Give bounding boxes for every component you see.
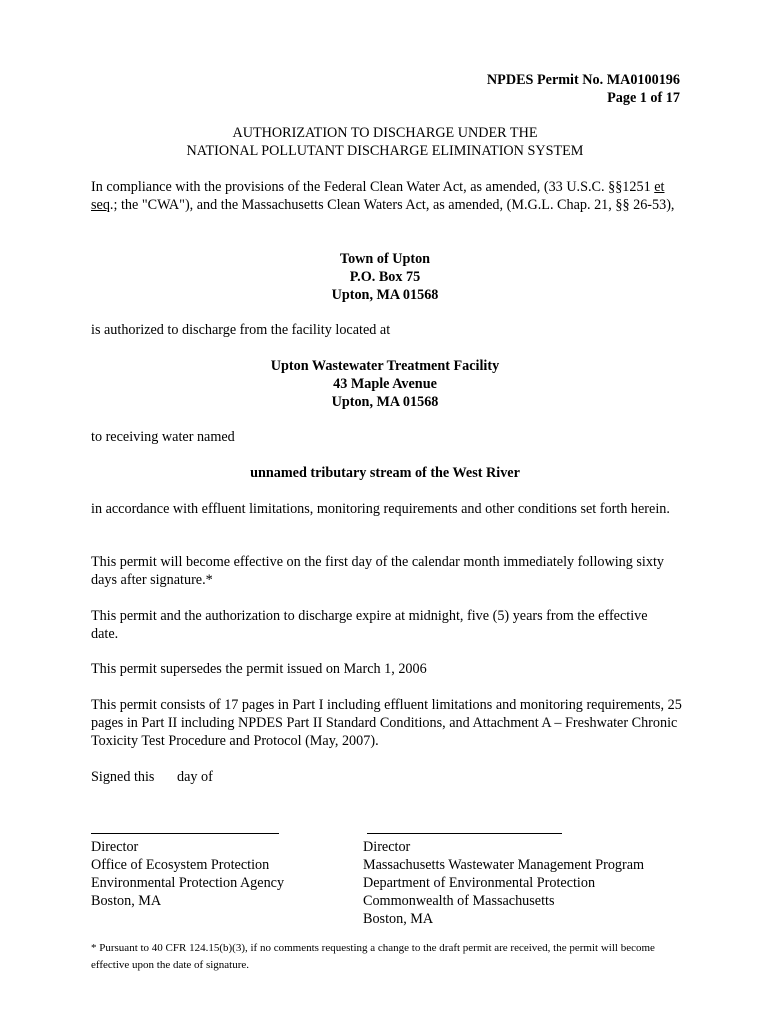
permittee-city: Upton, MA 01568 (331, 287, 439, 303)
facility-street: 43 Maple Avenue (333, 376, 437, 392)
signed-this-label: Signed this (91, 769, 155, 785)
right-signatory-title: Director (363, 839, 411, 855)
signatory-block-right (363, 838, 693, 928)
signature-line-left (91, 833, 279, 834)
et-term: et (654, 179, 665, 195)
receiving-water: unnamed tributary stream of the West River (250, 465, 520, 481)
right-signatory-department: Department of Environmental Protection (363, 875, 596, 891)
expiration-paragraph: This permit and the authorization to discharge expire at midnight, five (5) years from the effective date. (91, 608, 648, 642)
right-signatory-city: Boston, MA (363, 911, 434, 927)
left-signatory-city: Boston, MA (91, 893, 162, 909)
right-signatory-program: Massachusetts Wastewater Management Program (363, 857, 645, 873)
footnote: * Pursuant to 40 CFR 124.15(b)(3), if no comments requesting a change to the draft permit are received, the permit will become effective upon the date of signature. (91, 942, 655, 971)
facility-city: Upton, MA 01568 (331, 394, 439, 410)
page-number: Page 1 of 17 (607, 90, 680, 106)
permit-number: NPDES Permit No. MA0100196 (486, 72, 680, 88)
document-title-line-1: AUTHORIZATION TO DISCHARGE UNDER THE (232, 125, 538, 141)
effective-paragraph: This permit will become effective on the first day of the calendar month immediately following sixty days after signature.* (91, 554, 664, 588)
receiving-statement: to receiving water named (91, 429, 235, 445)
right-signatory-state: Commonwealth of Massachusetts (363, 893, 555, 909)
authorized-statement: is authorized to discharge from the facility located at (91, 322, 391, 338)
left-signatory-office: Office of Ecosystem Protection (91, 857, 270, 873)
compliance-paragraph: In compliance with the provisions of the Federal Clean Water Act, as amended, (33 U.S.C. §§1251 et seq.; the "CWA"), and the Massachusetts Clean Waters Act, as amended, (M.G.L. Chap. 21, §§ 26-53), (91, 179, 675, 213)
signatory-block-left (91, 838, 351, 910)
document-title-line-2: NATIONAL POLLUTANT DISCHARGE ELIMINATION SYSTEM (186, 143, 584, 159)
facility-name: Upton Wastewater Treatment Facility (270, 358, 500, 374)
left-signatory-agency: Environmental Protection Agency (91, 875, 285, 891)
permittee-name: Town of Upton (339, 251, 431, 267)
consists-paragraph: This permit consists of 17 pages in Part I including effluent limitations and monitoring requirements, 25 pages in Part II including NPDES Part II Standard Conditions, and Attachment A – Freshwater Chronic Toxicity Test Procedure and Protocol (May, 2007). (91, 697, 682, 749)
accordance-paragraph: in accordance with effluent limitations, monitoring requirements and other conditions set forth herein. (91, 501, 670, 517)
day-of-label: day of (177, 769, 213, 785)
left-signatory-title: Director (91, 839, 139, 855)
permittee-po-box: P.O. Box 75 (349, 269, 421, 285)
signature-line-right (367, 833, 562, 834)
seq-term: seq (91, 197, 110, 213)
supersedes-paragraph: This permit supersedes the permit issued on March 1, 2006 (91, 661, 427, 677)
